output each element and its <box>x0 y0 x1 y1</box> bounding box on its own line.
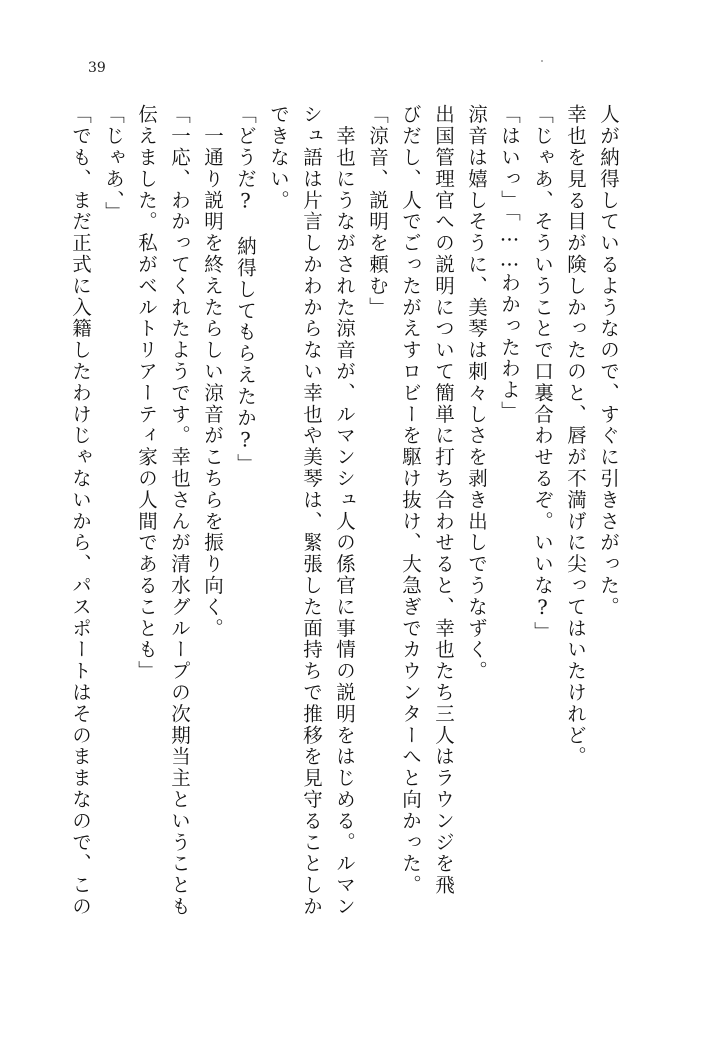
text-column: シュ語は片言しかわからない幸也や美琴は、緊張した面持ちで推移を見守ることしか <box>300 104 323 918</box>
text-column: 出国管理官への説明について簡単に打ち合わせると、幸也たち三人はラウンジを飛 <box>432 104 455 896</box>
text-column: 「一応、わかってくれたようです。幸也さんが清水グループの次期当主ということも <box>168 104 191 918</box>
text-column: 「涼音、説明を頼む」 <box>366 104 389 318</box>
text-column: 「どうだ? 納得してもらえたか?」 <box>234 104 257 475</box>
text-column: びだし、人でごったがえすロビーを駆け抜け、大急ぎでカウンターへと向かった。 <box>399 104 422 896</box>
text-column: 伝えました。私がベルトリアーティ家の人間であることも」 <box>135 104 158 682</box>
page-number: 39 <box>88 60 106 76</box>
text-column: 一通り説明を終えたらしい涼音がこちらを振り向く。 <box>201 104 224 639</box>
page-speck <box>541 60 543 62</box>
text-column: 幸也にうながされた涼音が、ルマンシュ人の係官に事情の説明をはじめる。ルマン <box>333 104 356 918</box>
text-column: 「じゃあ、」 <box>102 104 125 223</box>
text-column: できない。 <box>267 104 290 211</box>
text-column: 人が納得しているようなので、すぐに引きさがった。 <box>597 104 620 618</box>
text-column: 「じゃあ、そういうことで口裏合わせるぞ。いいな?」 <box>531 104 554 643</box>
text-column: 「でも、まだ正式に入籍したわけじゃないから、パスポートはそのままなので、この <box>69 104 92 918</box>
vertical-text-body <box>57 104 657 964</box>
text-column: 「はいっ」「……わかったわよ」 <box>498 104 521 423</box>
text-column: 涼音は嬉しそうに、美琴は刺々しさを剥き出しでうなずく。 <box>465 104 488 682</box>
text-column: 幸也を見る目が険しかったのと、唇が不満げに尖ってはいたけれど。 <box>564 104 587 768</box>
